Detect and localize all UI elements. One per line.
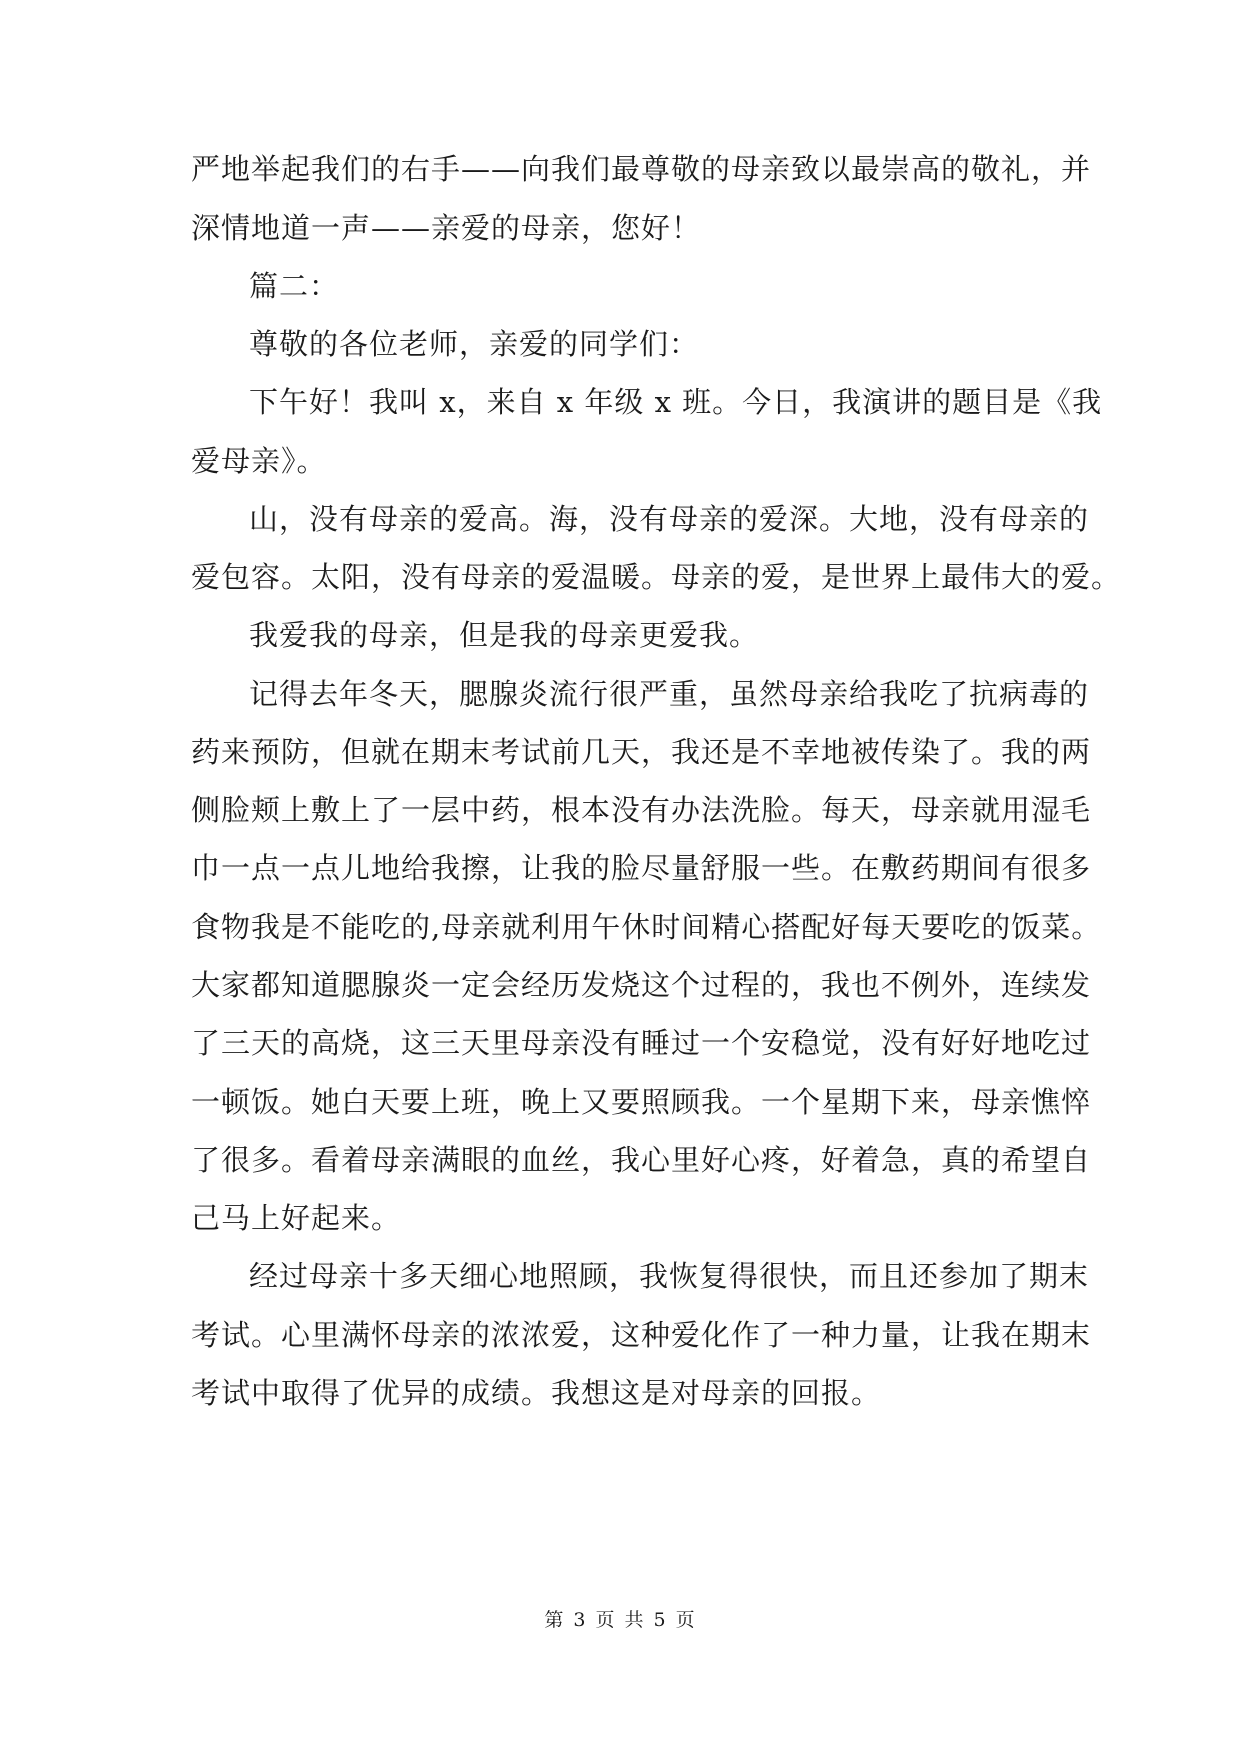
- body-line: 己马上好起来。: [191, 1201, 402, 1235]
- body-line: 了很多。看着母亲满眼的血丝，我心里好心疼，好着急，真的希望自: [191, 1143, 1092, 1177]
- body-line: 食物我是不能吃的,母亲就利用午休时间精心搭配好每天要吃的饭菜。: [191, 910, 1102, 944]
- salutation-line: 尊敬的各位老师，亲爱的同学们：: [249, 327, 700, 361]
- body-line: 我爱我的母亲，但是我的母亲更爱我。: [249, 618, 760, 652]
- body-line: 爱包容。太阳，没有母亲的爱温暖。母亲的爱，是世界上最伟大的爱。: [191, 560, 1122, 594]
- body-line: 爱母亲》。: [191, 444, 327, 478]
- body-line: 山，没有母亲的爱高。海，没有母亲的爱深。大地，没有母亲的: [249, 502, 1090, 536]
- body-line: 经过母亲十多天细心地照顾，我恢复得很快，而且还参加了期末: [249, 1259, 1090, 1293]
- body-line: 一顿饭。她白天要上班，晚上又要照顾我。一个星期下来，母亲憔悴: [191, 1085, 1092, 1119]
- section-heading: 篇二：: [249, 269, 340, 303]
- body-line: 深情地道一声——亲爱的母亲，您好！: [191, 211, 702, 245]
- body-line: 药来预防，但就在期末考试前几天，我还是不幸地被传染了。我的两: [191, 735, 1092, 769]
- page-number-footer: 第 3 页 共 5 页: [544, 1609, 697, 1631]
- body-line: 侧脸颊上敷上了一层中药，根本没有办法洗脸。每天，母亲就用湿毛: [191, 793, 1092, 827]
- body-line: 巾一点一点儿地给我擦，让我的脸尽量舒服一些。在敷药期间有很多: [191, 851, 1092, 885]
- body-line: 记得去年冬天，腮腺炎流行很严重，虽然母亲给我吃了抗病毒的: [249, 677, 1090, 711]
- body-line: 考试中取得了优异的成绩。我想这是对母亲的回报。: [191, 1376, 882, 1410]
- body-line: 下午好！我叫 x，来自 x 年级 x 班。今日，我演讲的题目是《我: [249, 385, 1103, 419]
- body-line: 考试。心里满怀母亲的浓浓爱，这种爱化作了一种力量，让我在期末: [191, 1318, 1092, 1352]
- body-line: 了三天的高烧，这三天里母亲没有睡过一个安稳觉，没有好好地吃过: [191, 1026, 1092, 1060]
- body-line: 大家都知道腮腺炎一定会经历发烧这个过程的，我也不例外，连续发: [191, 968, 1092, 1002]
- body-line: 严地举起我们的右手——向我们最尊敬的母亲致以最崇高的敬礼，并: [191, 152, 1092, 186]
